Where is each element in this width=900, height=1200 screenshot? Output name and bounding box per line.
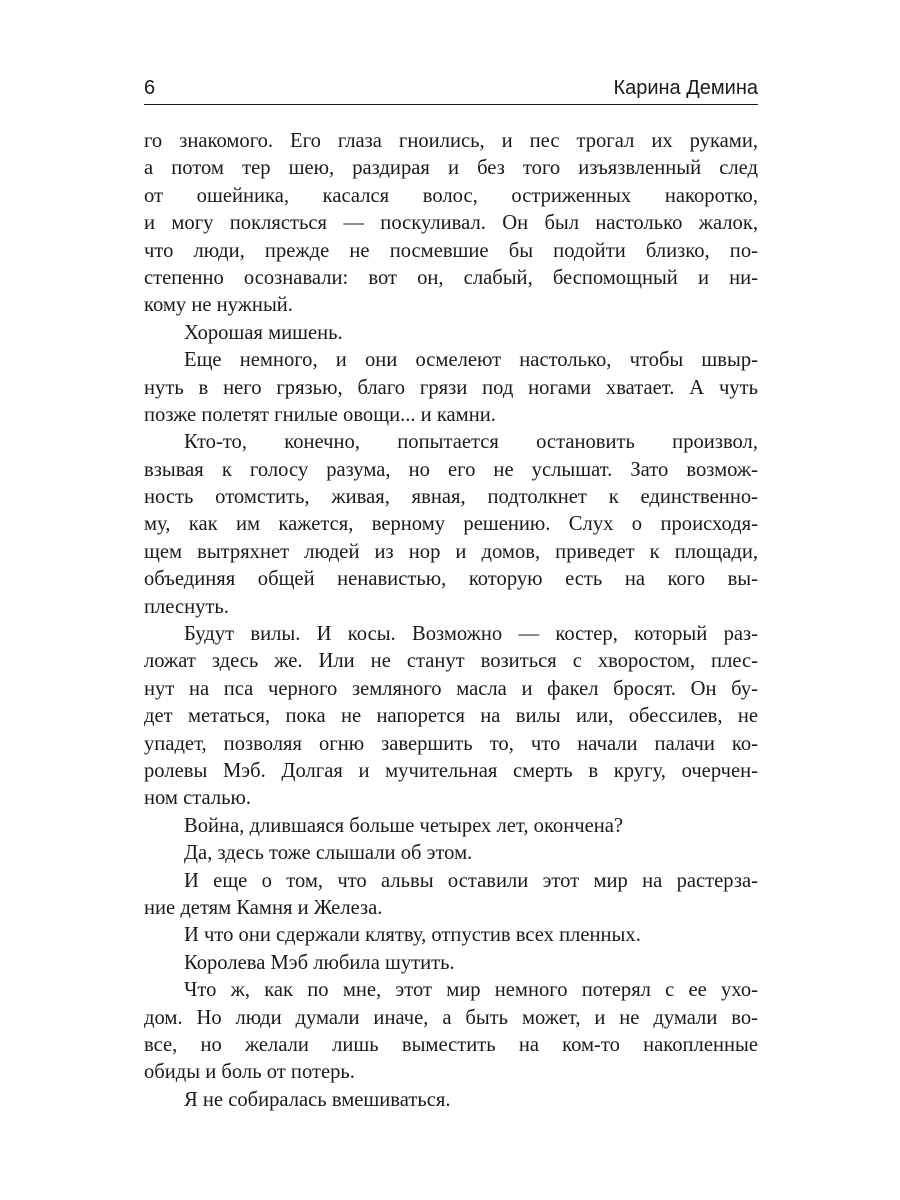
text-line: упадет, позволяя огню завершить то, что начали палачи ко- xyxy=(144,732,758,755)
text-line: объединяя общей ненавистью, которую есть на кого вы- xyxy=(144,568,758,591)
text-line: ном сталью. xyxy=(144,787,252,810)
text-line: Будут вилы. И косы. Возможно — костер, который раз- xyxy=(184,623,758,646)
text-line: нут на пса черного земляного масла и факел бросят. Он бу- xyxy=(144,677,758,700)
body-text xyxy=(144,128,758,1114)
text-line: все, но желали лишь выместить на ком-то накопленные xyxy=(144,1033,758,1056)
text-line: му, как им кажется, верному решению. Слух о происходя- xyxy=(144,513,758,536)
text-line: дет метаться, пока не напорется на вилы или, обессилев, не xyxy=(144,705,758,728)
page-number: 6 xyxy=(144,77,156,99)
text-line: И еще о том, что альвы оставили этот мир на растерза- xyxy=(184,869,758,892)
text-line: позже полетят гнилые овощи... и камни. xyxy=(144,403,496,426)
text-line: нуть в него грязью, благо грязи под ногами хватает. А чуть xyxy=(144,376,758,399)
text-line: плеснуть. xyxy=(144,595,229,618)
text-line: степенно осознавали: вот он, слабый, беспомощный и ни- xyxy=(144,266,758,289)
text-line: ние детям Камня и Железа. xyxy=(144,896,383,919)
header-rule xyxy=(144,104,758,105)
text-line: И что они сдержали клятву, отпустив всех пленных. xyxy=(184,924,641,947)
text-line: Королева Мэб любила шутить. xyxy=(184,951,455,974)
text-line: Что ж, как по мне, этот мир немного потерял с ее ухо- xyxy=(184,979,758,1002)
text-line: от ошейника, касался волос, остриженных накоротко, xyxy=(144,184,758,207)
text-line: Война, длившаяся больше четырех лет, окончена? xyxy=(184,814,624,837)
text-line: щем вытряхнет людей из нор и домов, приведет к площади, xyxy=(144,540,758,563)
text-line: Кто-то, конечно, попытается остановить произвол, xyxy=(184,431,758,454)
text-line: и могу поклясться — поскуливал. Он был настолько жалок, xyxy=(144,212,758,235)
text-line: ность отомстить, живая, явная, подтолкнет к единственно- xyxy=(144,486,758,509)
text-line: Хорошая мишень. xyxy=(184,321,343,344)
text-line: а потом тер шею, раздирая и без того изъязвленный след xyxy=(144,157,758,180)
text-line: кому не нужный. xyxy=(144,294,293,317)
text-line: обиды и боль от потерь. xyxy=(144,1061,355,1084)
text-line: Да, здесь тоже слышали об этом. xyxy=(184,842,473,865)
author-name: Карина Демина xyxy=(613,77,758,99)
text-line: го знакомого. Его глаза гноились, и пес трогал их руками, xyxy=(144,130,758,152)
text-line: Еще немного, и они осмелеют настолько, чтобы швыр- xyxy=(184,349,758,372)
running-head xyxy=(144,74,758,104)
text-line: ложат здесь же. Или не станут возиться с хворостом, плес- xyxy=(144,650,758,673)
text-line: Я не собиралась вмешиваться. xyxy=(184,1088,451,1111)
text-line: что люди, прежде не посмевшие бы подойти близко, по- xyxy=(144,239,758,262)
text-line: взывая к голосу разума, но его не услышат. Зато возмож- xyxy=(144,458,758,481)
text-line: дом. Но люди думали иначе, а быть может, и не думали во- xyxy=(144,1006,758,1029)
text-line: ролевы Мэб. Долгая и мучительная смерть в кругу, очерчен- xyxy=(144,759,758,782)
